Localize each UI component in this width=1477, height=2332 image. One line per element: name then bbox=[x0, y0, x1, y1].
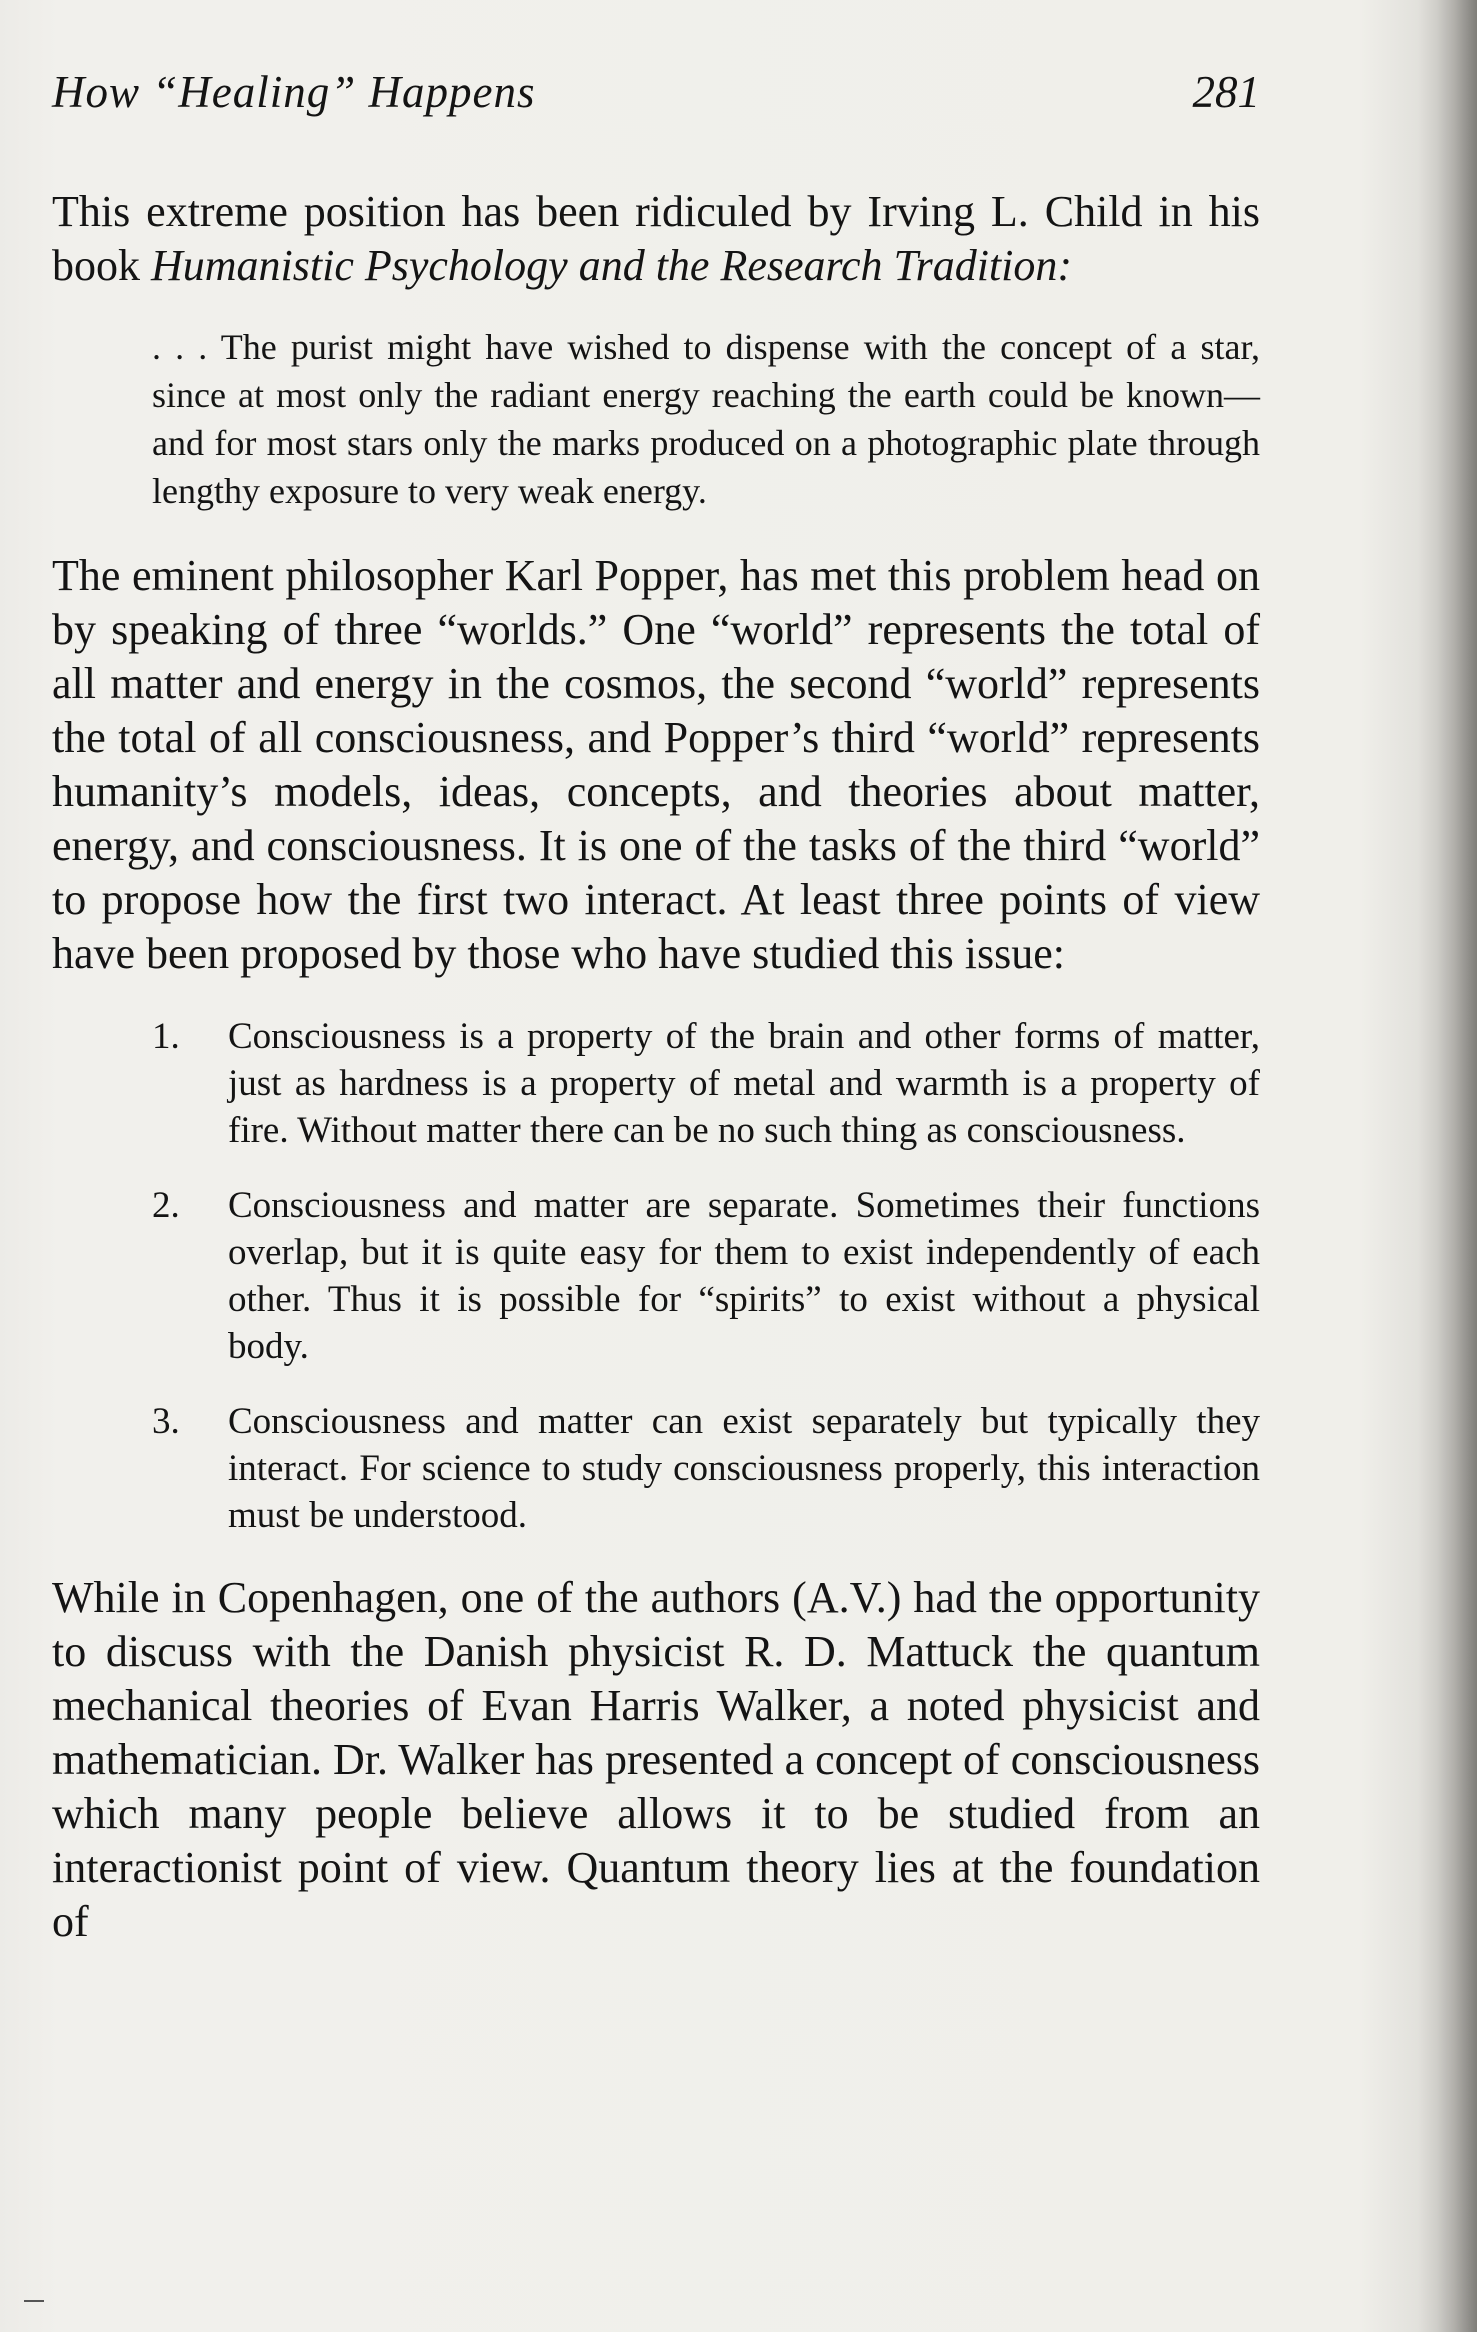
page-edge-shadow bbox=[1437, 0, 1477, 2332]
block-quote: . . . The purist might have wished to dispense with the concept of a star, since at most only the radiant energy reaching the earth could be known—and for most stars only the marks produced on a photographic plate through lengthy exposure to very weak energy. bbox=[152, 327, 1260, 511]
list-item-text: Consciousness and matter can exist separately but typically they interact. For science to study consciousness properly, this interaction must be understood. bbox=[228, 1401, 1260, 1536]
viewpoints-list bbox=[52, 1013, 1260, 1539]
list-item-text: Consciousness and matter are separate. Sometimes their functions overlap, but it is quite easy for them to exist independently of each other. Thus it is possible for “spirits” to exist without a physical body. bbox=[228, 1185, 1260, 1367]
book-title: Humanistic Psychology and the Research Tradition: bbox=[151, 241, 1073, 290]
margin-mark bbox=[24, 2300, 44, 2302]
page-header bbox=[52, 66, 1260, 136]
page-number: 281 bbox=[1192, 67, 1260, 117]
paragraph-copenhagen: While in Copenhagen, one of the authors (A.V.) had the opportunity to discuss with the Danish physicist R. D. Mattuck the quantum mechanical theories of Evan Harris Walker, a noted physicist and mathematician. Dr. Walker has presented a concept of consciousness which many people believe allows it to be studied from an interactionist point of view. Quantum theory lies at the foundation of bbox=[52, 1573, 1260, 1946]
list-item-number: 1. bbox=[152, 1016, 180, 1057]
list-item bbox=[52, 1013, 1260, 1154]
list-item-number: 3. bbox=[152, 1401, 180, 1442]
paragraph-intro bbox=[52, 185, 1260, 293]
running-head: How “Healing” Happens bbox=[52, 67, 536, 117]
list-item bbox=[52, 1182, 1260, 1370]
paragraph-popper: The eminent philosopher Karl Popper, has met this problem head on by speaking of three “worlds.” One “world” represents the total of all matter and energy in the cosmos, the second “world” represents the total of all consciousness, and Popper’s third “world” represents humanity’s models, ideas, concepts, and theories about matter, energy, and consciousness. It is one of the tasks of the third “world” to propose how the first two interact. At least three points of view have been proposed by those who have studied this issue: bbox=[52, 551, 1260, 978]
list-item-number: 2. bbox=[152, 1185, 180, 1226]
body-text bbox=[52, 185, 1260, 1949]
paragraph-intro-text: This extreme position has been ridiculed by Irving L. Child in his book bbox=[52, 187, 1260, 290]
list-item bbox=[52, 1398, 1260, 1539]
list-item-text: Consciousness is a property of the brain and other forms of matter, just as hardness is a property of metal and warmth is a property of fire. Without matter there can be no such thing as consciousness. bbox=[228, 1016, 1260, 1151]
